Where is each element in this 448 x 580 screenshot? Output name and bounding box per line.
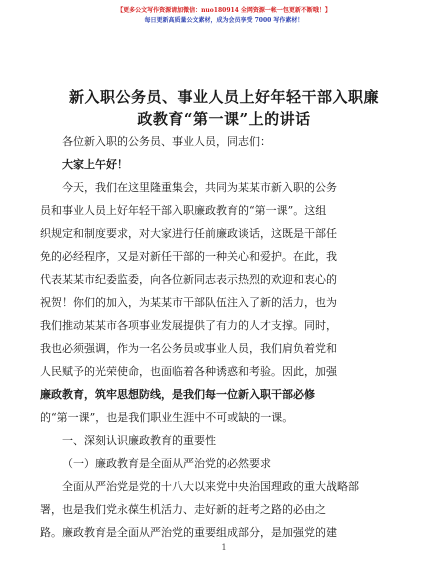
salutation: 各位新入职的公务员、事业人员，同志们： [62,135,271,148]
paragraph-line-bold: 廉政教育，筑牢思想防线，是我们每一位新入职干部必修 [40,388,315,401]
subsection-heading: （一）廉政教育是全面从严治党的必然要求 [62,457,271,470]
paragraph-line: 免的必经程序，又是对新任干部的一种关心和爱护。在此，我 [40,250,337,263]
paragraph-line: 路。廉政教育是全面从严治党的重要组成部分，是加强党的建 [40,526,337,539]
paragraph-line: 织规定和制度要求，对大家进行任前廉政谈话，这既是干部任 [40,227,337,240]
paragraph-line: 署，也是我们党永葆生机活力、走好新的赶考之路的必由之 [40,503,326,516]
paragraph-line: 人民赋予的光荣使命，也面临着各种诱惑和考验。因此，加强 [40,365,337,378]
paragraph-line: 今天，我们在这里隆重集会，共同为某某市新入职的公务 [62,181,337,194]
paragraph-line: 的“第一课”，也是我们职业生涯中不可或缺的一课。 [40,411,294,424]
paragraph-line: 员和事业人员上好年轻干部入职廉政教育的“第一课”。这组 [40,204,327,217]
promo-banner-line1: 【更多公文写作资源请加微信：nuo180914 全网资源一帐一包更新不断哦！】 [117,7,331,14]
greeting: 大家上午好！ [62,158,128,171]
paragraph-line: 我也必须强调，作为一名公务员或事业人员，我们肩负着党和 [40,342,337,355]
promo-banner-line2: 每日更新高质量公文素材，成为会员享受 7000 写作素材！ [144,17,304,24]
paragraph-line: 全面从严治党是党的十八大以来党中央治国理政的重大战略部 [62,480,359,493]
page-number: 1 [221,543,227,552]
section-heading: 一、深刻认识廉政教育的重要性 [62,434,216,447]
paragraph-line: 代表某某市纪委监委，向各位新同志表示热烈的欢迎和衷心的 [40,273,337,286]
paragraph-line: 祝贺！你们的加入，为某某市干部队伍注入了新的活力，也为 [40,296,337,309]
document-title-line1: 新入职公务员、事业人员上好年轻干部入职廉 [68,88,379,106]
paragraph-line: 我们推动某某市各项事业发展提供了有力的人才支撑。同时， [40,319,337,332]
document-title-line2: 政教育“第一课”上的讲话 [137,110,311,128]
